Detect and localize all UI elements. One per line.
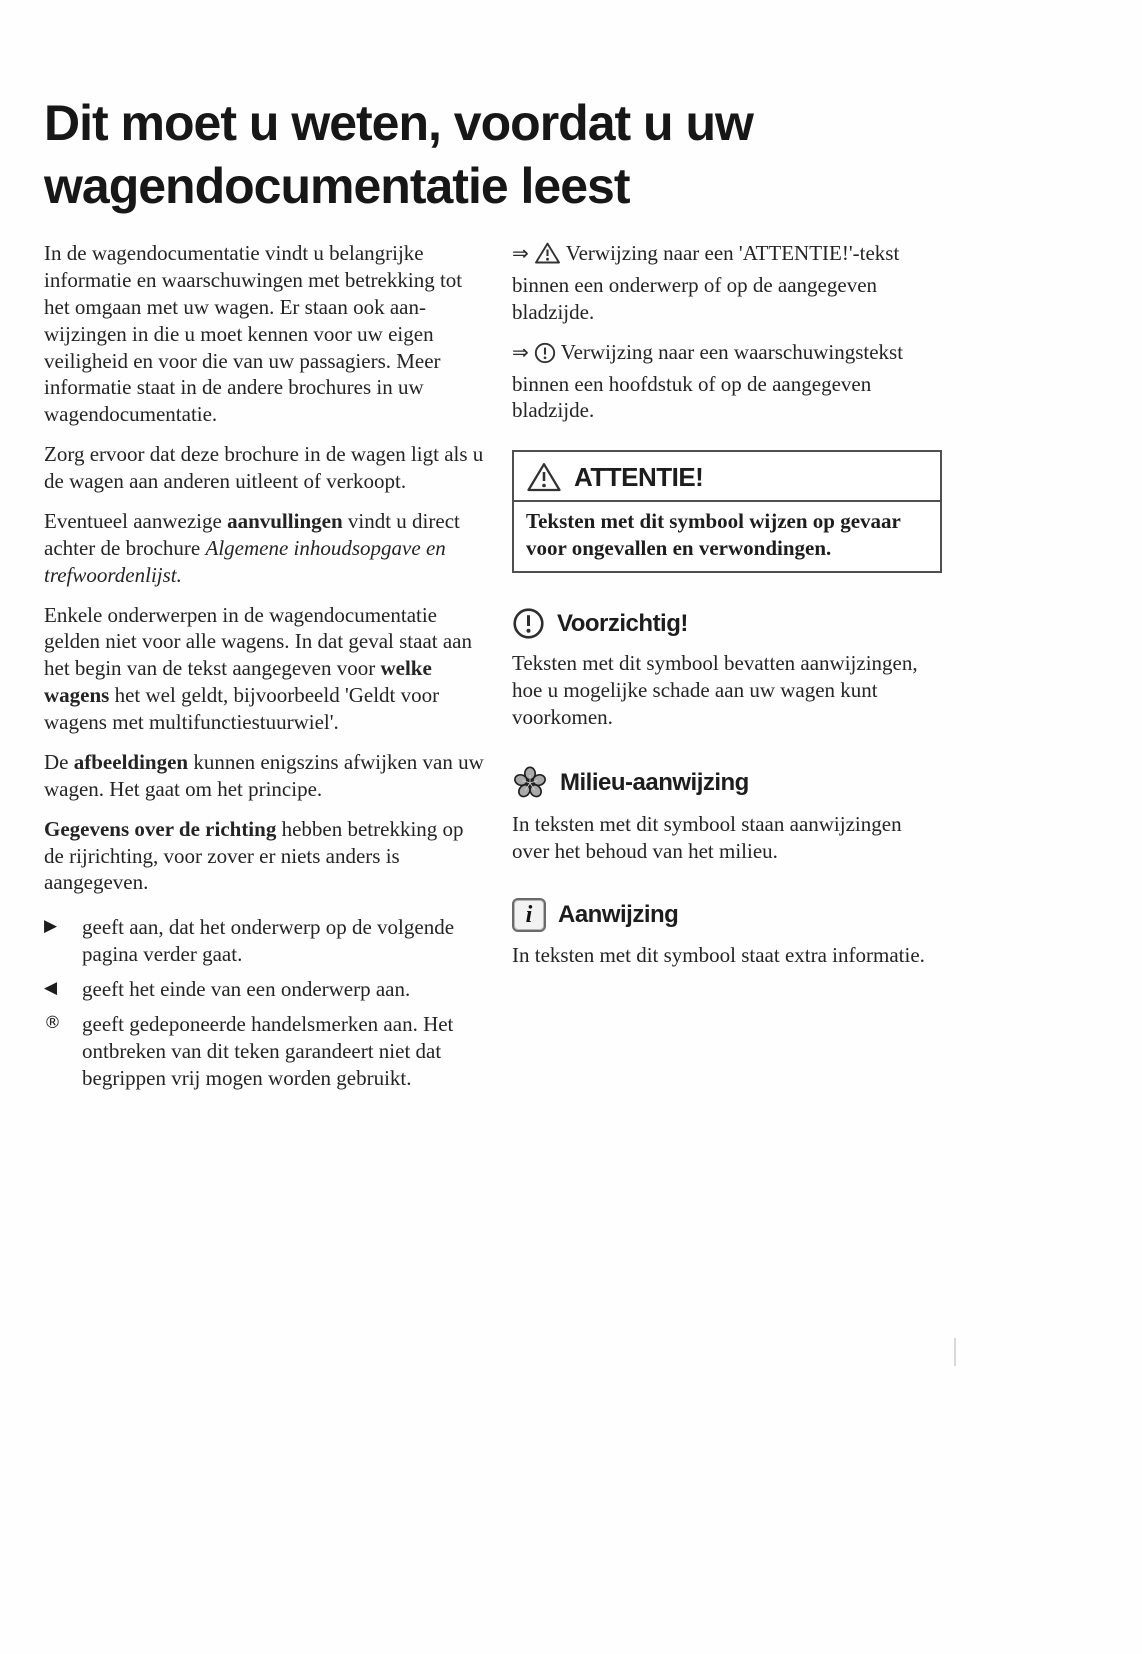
paragraph xyxy=(44,508,484,589)
text-segment: In de wagendocumentatie vindt u belangrijke informatie en waarschuwingen met betrekking tot het omgaan met uw wagen. Er staan ook aanwijzingen in die u moet kennen voor uw eigen veiligheid en voor die van uw passagiers. Meer informatie staat in de andere brochures in uw wagendocumentatie. xyxy=(44,241,463,427)
note-section xyxy=(512,898,942,969)
double-arrow-icon: ⇒ xyxy=(512,241,529,265)
scan-artifact-line xyxy=(954,1338,956,1366)
page-title xyxy=(44,92,944,218)
paragraph xyxy=(44,602,484,736)
flower-icon xyxy=(512,765,548,801)
note-section-header xyxy=(512,898,942,932)
paragraph xyxy=(44,749,484,803)
caution-section xyxy=(512,607,942,731)
list-item-text: geeft aan, dat het onderwerp op de volgende pagina verder gaat. xyxy=(82,915,455,967)
text-segment: Enkele onderwerpen in de wagendocumentatie gelden niet voor alle wagens. In dat geval staat aan het begin van de tekst aangegeven voor xyxy=(44,602,472,681)
text-segment: aanvullingen xyxy=(227,508,343,533)
text-segment: hebben betrekking op de rijrichting, voor zover er niets anders is aangegeven. xyxy=(44,816,464,895)
list-item-text: geeft het einde van een onderwerp aan. xyxy=(82,977,411,1001)
warning-triangle-icon xyxy=(526,461,562,493)
list-item xyxy=(44,1011,484,1092)
circle-exclamation-icon xyxy=(512,607,545,640)
text-segment: afbeeldingen xyxy=(73,749,189,774)
paragraph xyxy=(44,240,484,428)
attention-box-header xyxy=(514,452,940,502)
environment-section-header xyxy=(512,765,942,801)
text-segment: het wel geldt, bijvoorbeeld 'Geldt voor wagens met multifunctiestuurwiel'. xyxy=(44,683,440,734)
note-section-body: In teksten met dit symbool staat extra informatie. xyxy=(512,943,925,968)
text-segment: Zorg ervoor dat deze brochure in de wagen ligt als u de wagen aan anderen uitleent of verkoopt. xyxy=(44,442,484,493)
caution-section-header xyxy=(512,607,942,640)
caution-section-title: Voorzichtig! xyxy=(557,609,688,637)
info-icon: i xyxy=(512,898,546,932)
caution-section-body: Teksten met dit symbool bevatten aanwijzingen, hoe u mogelijke schade aan uw wagen kunt voorkomen. xyxy=(512,651,918,729)
list-item xyxy=(44,914,484,968)
attention-warning-box xyxy=(512,450,942,573)
attention-box-title: ATTENTIE! xyxy=(574,461,704,492)
reference-note xyxy=(512,240,942,326)
double-arrow-icon: ⇒ xyxy=(512,339,529,364)
list-item-text: geeft gedeponeerde handelsmerken aan. Het ontbreken van dit teken garandeert niet dat begrippen vrij mogen worden gebruikt. xyxy=(82,1011,454,1090)
paragraph xyxy=(44,816,484,897)
symbol-legend-list xyxy=(44,914,484,1091)
left-column xyxy=(44,240,484,1100)
registered-trademark-icon: ® xyxy=(44,1012,61,1033)
text-segment: welke wagens xyxy=(44,656,432,708)
circle-exclamation-icon xyxy=(534,342,556,371)
text-segment: Algemene inhoudsopgave en trefwoordenlijst. xyxy=(44,535,446,587)
page-title-line2: wagendocumentatie leest xyxy=(44,158,630,214)
paragraph xyxy=(44,441,484,495)
end-triangle-icon: ◀ xyxy=(44,978,58,998)
text-segment: Eventueel aanwezige xyxy=(44,508,228,533)
two-column-layout xyxy=(44,240,1142,1100)
environment-section-body: In teksten met dit symbool staan aanwijzingen over het behoud van het milieu. xyxy=(512,811,902,863)
text-segment: De xyxy=(44,749,74,774)
reference-text: Verwijzing naar een 'ATTENTIE!'-tekst binnen een onderwerp of op de aangegeven bladzijde. xyxy=(512,241,900,324)
environment-section-title: Milieu-aanwijzing xyxy=(560,768,749,796)
right-column xyxy=(512,240,942,969)
reference-text: Verwijzing naar een waarschuwingstekst binnen een hoofdstuk of op de aangegeven bladzijde. xyxy=(512,339,904,423)
reference-note xyxy=(512,339,942,425)
continue-triangle-icon: ▶ xyxy=(44,916,58,937)
page-title-line1: Dit moet u weten, voordat u uw xyxy=(44,95,753,151)
environment-section xyxy=(512,765,942,865)
warning-triangle-icon xyxy=(534,241,561,272)
text-segment: Gegevens over de richting xyxy=(44,816,277,841)
text-segment: kunnen enigszins afwijken van uw wagen. Het gaat om het principe. xyxy=(44,749,484,801)
note-section-title: Aanwijzing xyxy=(558,901,679,929)
attention-box-body: Teksten met dit symbool wijzen op gevaar voor ongevallen en verwondingen. xyxy=(526,509,901,561)
list-item xyxy=(44,976,484,1003)
text-segment: vindt u direct achter de brochure xyxy=(44,508,460,560)
